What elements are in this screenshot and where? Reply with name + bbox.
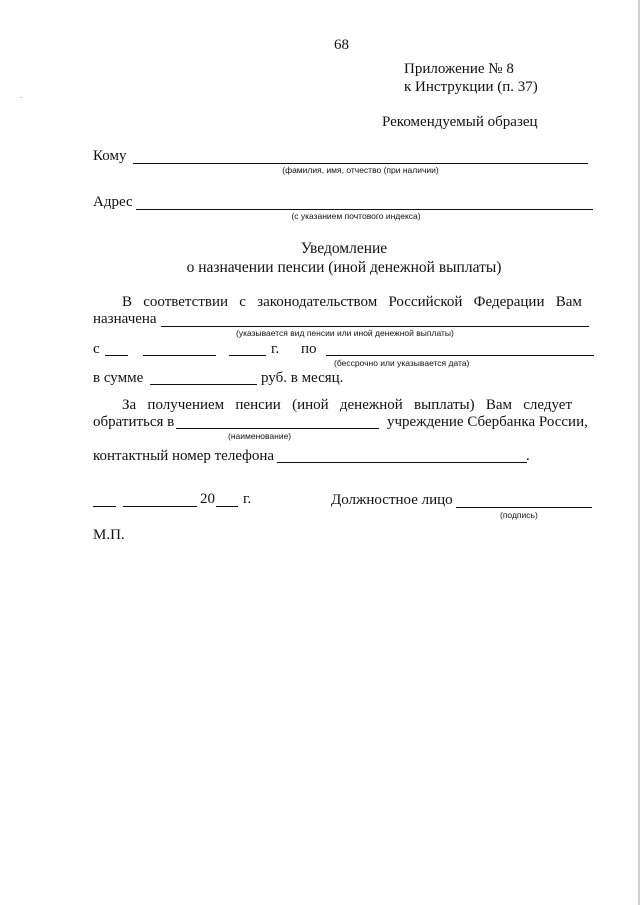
address-label: Адрес bbox=[93, 194, 133, 210]
institution-line[interactable] bbox=[176, 428, 379, 429]
para2-line-1: За получением пенсии (иной денежной выплаты) Вам следует bbox=[122, 397, 573, 413]
from-day-line[interactable] bbox=[105, 355, 128, 356]
to-caption: (фамилия, имя, отчество (при наличии) bbox=[282, 165, 439, 175]
to-field-line[interactable] bbox=[133, 163, 588, 164]
amount-line[interactable] bbox=[150, 384, 257, 385]
phone-label: контактный номер телефона bbox=[93, 448, 275, 464]
signature-caption: (подпись) bbox=[500, 510, 538, 520]
to-label: Кому bbox=[93, 148, 127, 164]
amount-suffix: руб. в месяц. bbox=[261, 370, 344, 386]
sign-year-prefix: 20 bbox=[200, 491, 215, 507]
from-year-suffix: г. bbox=[271, 341, 280, 357]
amount-prefix: в сумме bbox=[93, 370, 144, 386]
signature-line[interactable] bbox=[456, 507, 592, 508]
sample-label: Рекомендуемый образец bbox=[382, 114, 538, 130]
from-year-line[interactable] bbox=[229, 355, 266, 356]
address-caption: (с указанием почтового индекса) bbox=[291, 211, 421, 221]
phone-end-dot: . bbox=[526, 448, 530, 464]
title-line-1: Уведомление bbox=[300, 240, 388, 257]
appendix-line-2: к Инструкции (п. 37) bbox=[404, 79, 538, 95]
title-line-2: о назначении пенсии (иной денежной выплаты) bbox=[186, 259, 502, 276]
institution-caption: (наименование) bbox=[228, 431, 292, 441]
para1-line-1: В соответствии с законодательством Российской Федерации Вам bbox=[122, 294, 582, 310]
official-label: Должностное лицо bbox=[331, 492, 453, 508]
pension-type-line[interactable] bbox=[161, 326, 589, 327]
appendix-line-1: Приложение № 8 bbox=[404, 61, 514, 77]
address-field-line[interactable] bbox=[136, 209, 593, 210]
phone-line[interactable] bbox=[277, 462, 527, 463]
para2-prefix: обратиться в bbox=[93, 414, 175, 430]
para2-suffix: учреждение Сбербанка России, bbox=[387, 414, 588, 430]
sign-year-suffix: г. bbox=[243, 491, 252, 507]
scan-speck bbox=[20, 97, 22, 98]
from-month-line[interactable] bbox=[143, 355, 216, 356]
sign-year-line[interactable] bbox=[216, 506, 238, 507]
end-date-line[interactable] bbox=[326, 355, 594, 356]
from-label: с bbox=[93, 341, 100, 357]
to-date-label: по bbox=[301, 341, 317, 357]
sign-day-line[interactable] bbox=[93, 506, 116, 507]
stamp-label: М.П. bbox=[93, 527, 125, 543]
sign-month-line[interactable] bbox=[123, 506, 197, 507]
para1-line-2: назначена bbox=[93, 311, 157, 327]
pension-type-caption: (указывается вид пенсии или иной денежной выплаты) bbox=[236, 328, 454, 338]
end-date-caption: (бессрочно или указывается дата) bbox=[334, 358, 470, 368]
page-number: 68 bbox=[334, 37, 349, 53]
